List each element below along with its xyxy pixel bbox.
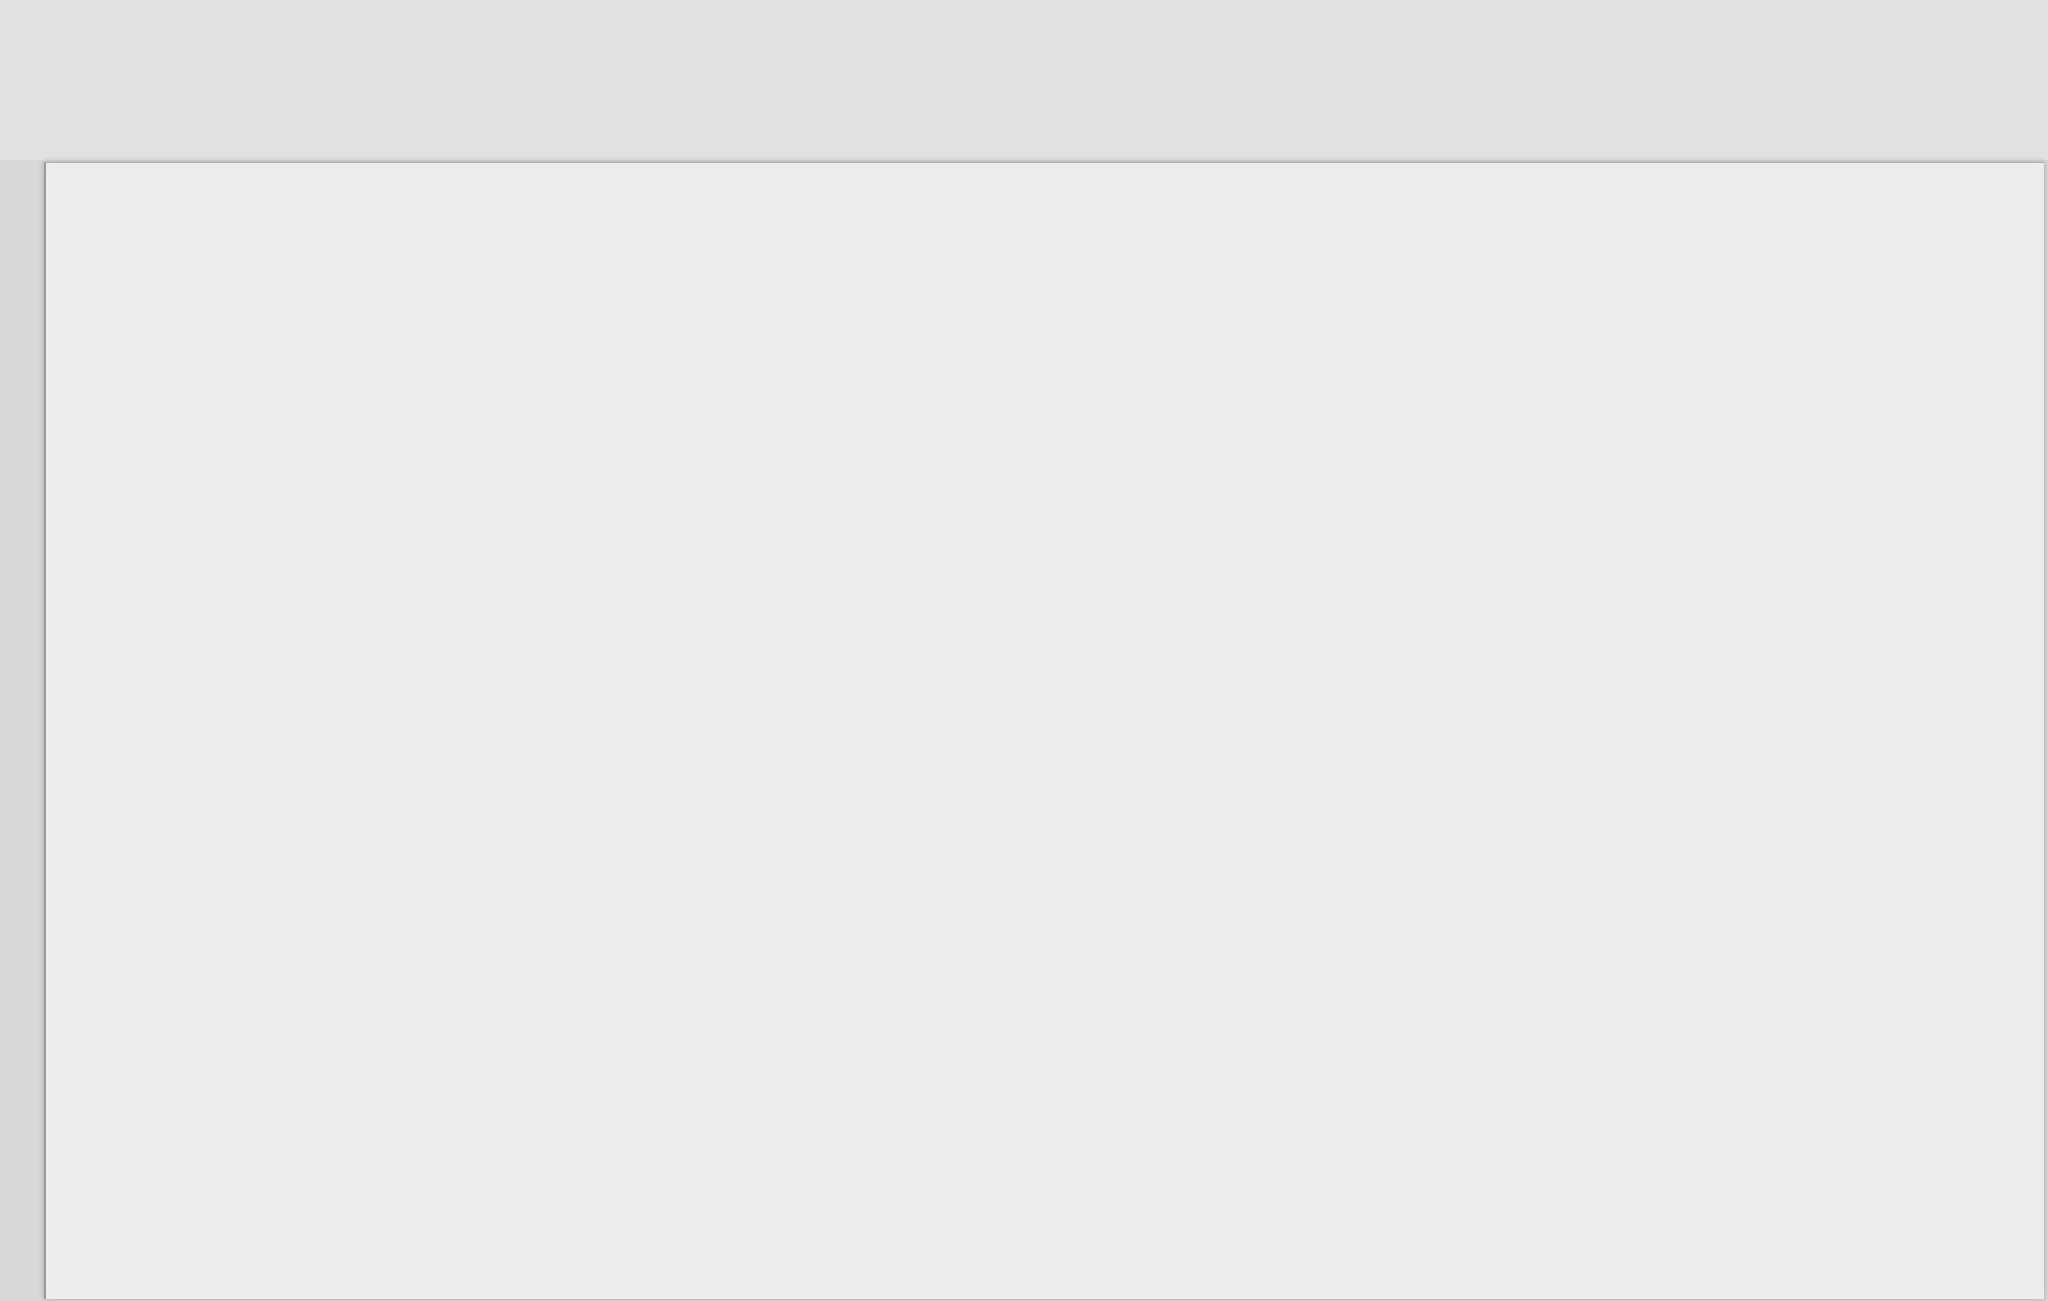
- scan-background: [0, 0, 2048, 160]
- census-sheet: [44, 162, 2044, 1299]
